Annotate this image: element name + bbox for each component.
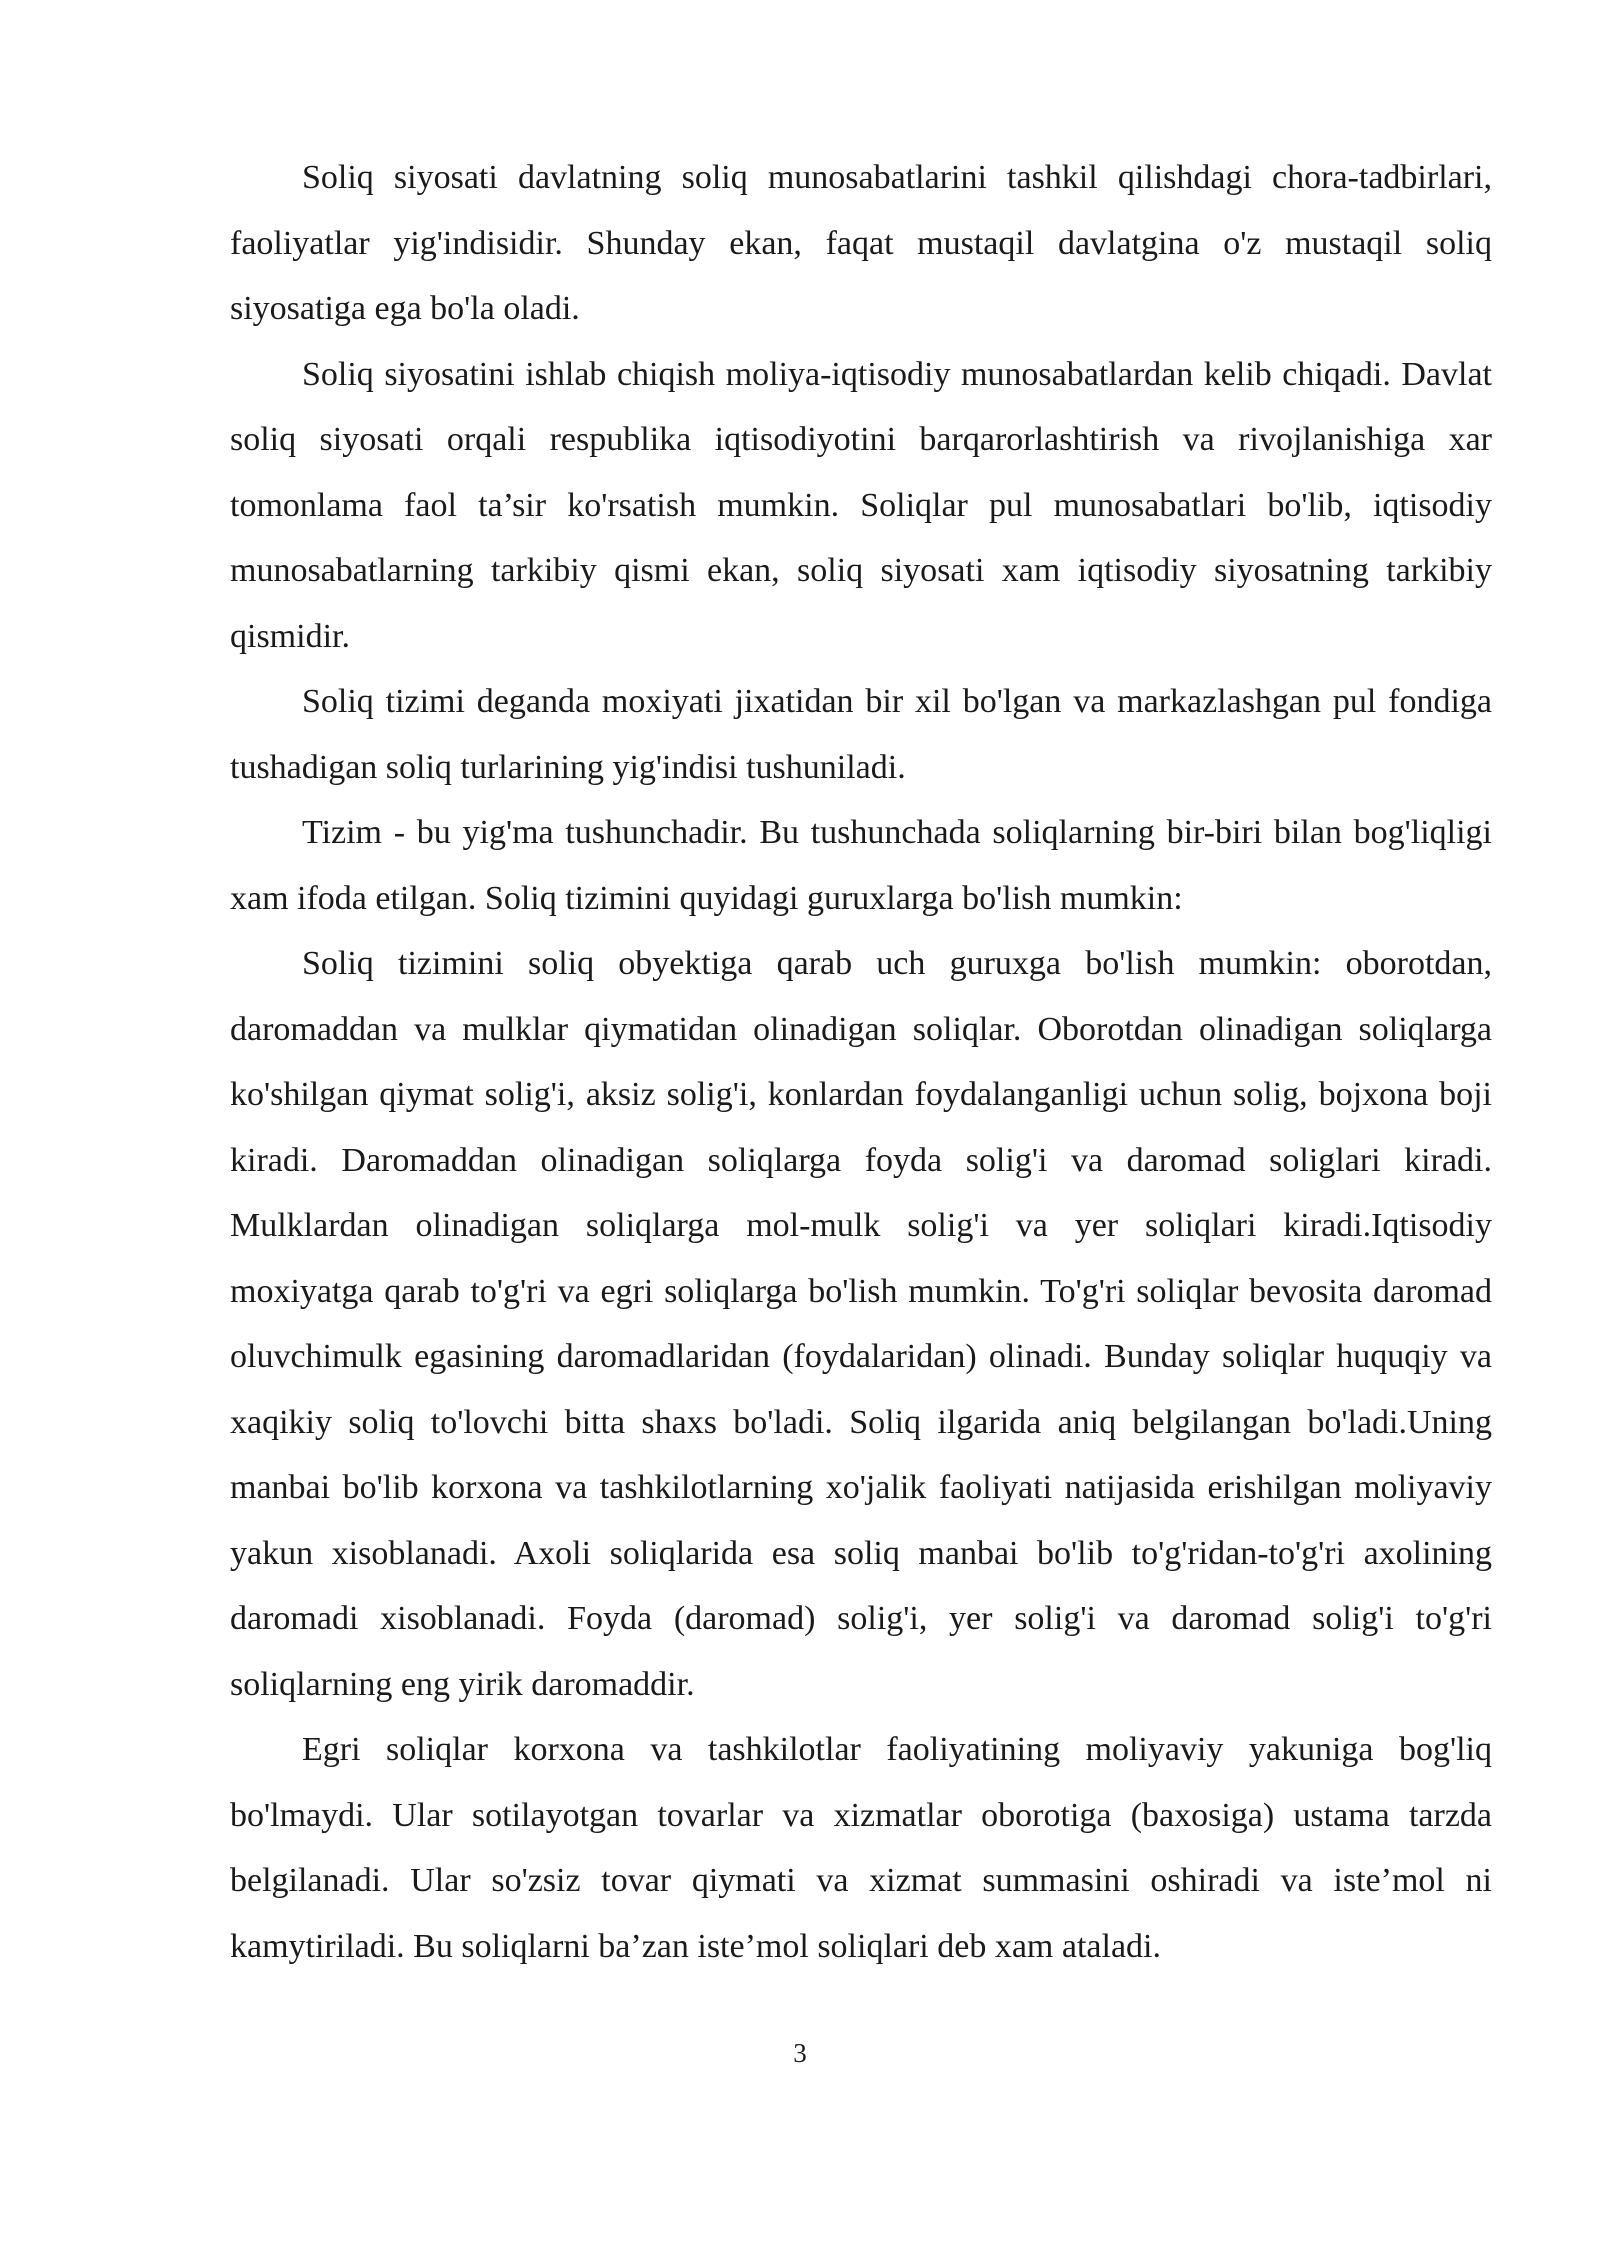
paragraph-indirect-taxes: Egri soliqlar korxona va tashkilotlar faoliyatining moliyaviy yakuniga bog'liq bo'lmaydi. Ular sotilayotgan tovarlar va xizmatlar oborotiga (baxosiga) ustama tarzda belgilanadi. Ular so'zsiz tovar qiymati va xizmat summasini oshiradi va iste’mol ni kamytiriladi. Bu soliqlarni ba’zan iste’mol soliqlari deb xam ataladi.: [230, 1731, 1492, 1965]
paragraph-tax-policy-development: Soliq siyosatini ishlab chiqish moliya-iqtisodiy munosabatlardan kelib chiqadi. Davlat soliq siyosati orqali respublika iqtisodiyotini barqarorlashtirish va rivojlanishiga xar tomonlama faol ta’sir ko'rsatish mumkin. Soliqlar pul munosabatlari bo'lib, iqtisodiy munosabatlarning tarkibiy qismi ekan, soliq siyosati xam iqtisodiy siyosatning tarkibiy qismidir.: [230, 355, 1492, 655]
paragraph-system-concept: Tizim - bu yig'ma tushunchadir. Bu tushunchada soliqlarning bir-biri bilan bog'liqligi xam ifoda etilgan. Soliq tizimini quyidagi guruxlarga bo'lish mumkin:: [230, 814, 1492, 917]
paragraph-tax-policy: Soliq siyosati davlatning soliq munosabatlarini tashkil qilishdagi chora-tadbirlari, faoliyatlar yig'indisidir. Shunday ekan, faqat mustaqil davlatgina o'z mustaqil soliq siyosatiga ega bo'la oladi.: [230, 159, 1492, 327]
page-number: 3: [793, 2038, 807, 2068]
document-body: [230, 145, 1492, 1979]
paragraph-tax-system-definition: Soliq tizimi deganda moxiyati jixatidan bir xil bo'lgan va markazlashgan pul fondiga tushadigan soliq turlarining yig'indisi tushuniladi.: [230, 683, 1492, 786]
paragraph-tax-groups: Soliq tizimini soliq obyektiga qarab uch guruxga bo'lish mumkin: oborotdan, daromaddan va mulklar qiymatidan olinadigan soliqlar. Oborotdan olinadigan soliqlarga ko'shilgan qiymat solig'i, aksiz solig'i, konlardan foydalanganligi uchun solig, bojxona boji kiradi. Daromaddan olinadigan soliqlarga foyda solig'i va daromad soliglari kiradi. Mulklardan olinadigan soliqlarga mol-mulk solig'i va yer soliqlari kiradi.Iqtisodiy moxiyatga qarab to'g'ri va egri soliqlarga bo'lish mumkin. To'g'ri soliqlar bevosita daromad oluvchimulk egasining daromadlaridan (foydalaridan) olinadi. Bunday soliqlar huquqiy va xaqikiy soliq to'lovchi bitta shaxs bo'ladi. Soliq ilgarida aniq belgilangan bo'ladi.Uning manbai bo'lib korxona va tashkilotlarning xo'jalik faoliyati natijasida erishilgan moliyaviy yakun xisoblanadi. Axoli soliqlarida esa soliq manbai bo'lib to'g'ridan-to'g'ri axolining daromadi xisoblanadi. Foyda (daromad) solig'i, yer solig'i va daromad solig'i to'g'ri soliqlarning eng yirik daromaddir.: [230, 945, 1492, 1703]
